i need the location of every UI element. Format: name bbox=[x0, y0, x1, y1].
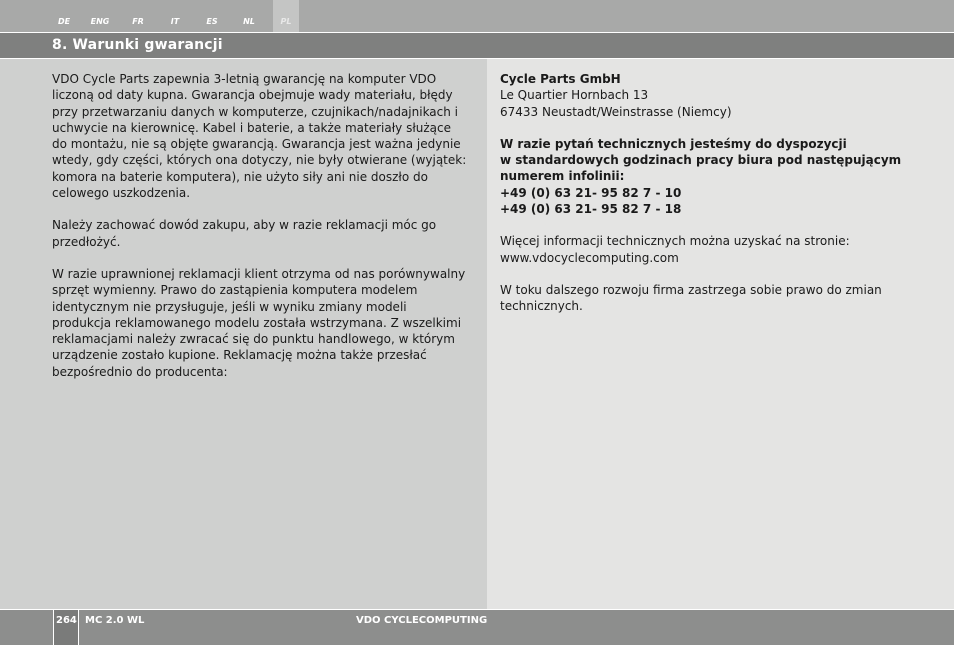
address-city: 67433 Neustadt/Weinstrasse (Niemcy) bbox=[500, 104, 732, 119]
warranty-paragraph-2: Należy zachować dowód zakupu, aby w razie reklamacji móc go przedłożyć. bbox=[52, 218, 437, 249]
warranty-paragraph-3: W razie uprawnionej reklamacji klient otrzyma od nas porównywalny sprzęt wymienny. Prawo do zastąpienia komputera modelem identycznym nie przysługuje, jeśli w wyniku zmiany modeli produkcja reklamowanego modelu została wstrzymana. Z wszelkimi reklamacjami należy zwracać się do punktu handlowego, w którym urządzenie zostało kupione. Reklamację można także przesłać bezpośrednio do producenta: bbox=[52, 266, 466, 379]
hotline-text-1: W razie pytań technicznych jesteśmy do dyspozycji bbox=[500, 136, 847, 151]
lang-tab-it[interactable]: IT bbox=[170, 17, 180, 26]
language-bar bbox=[0, 0, 954, 32]
address-block bbox=[500, 71, 920, 120]
lang-tab-eng[interactable]: ENG bbox=[90, 17, 110, 26]
disclaimer-text: W toku dalszego rozwoju firma zastrzega sobie prawo do zmian technicznych. bbox=[500, 282, 882, 314]
hotline-block bbox=[500, 136, 920, 217]
hotline-text-2: w standardowych godzinach pracy biura pod następującym bbox=[500, 153, 902, 168]
lang-tab-de[interactable]: DE bbox=[57, 17, 71, 26]
phone-number-2: +49 (0) 63 21- 95 82 7 - 18 bbox=[500, 202, 682, 217]
warranty-text bbox=[52, 71, 467, 380]
info-block bbox=[500, 233, 920, 266]
company-name: Cycle Parts GmbH bbox=[500, 72, 621, 86]
lang-tab-nl[interactable]: NL bbox=[243, 17, 255, 26]
footer-model: MC 2.0 WL bbox=[85, 615, 145, 626]
lang-tab-pl[interactable]: PL bbox=[273, 0, 299, 32]
lang-tab-es[interactable]: ES bbox=[206, 17, 218, 26]
contact-text bbox=[500, 71, 920, 315]
website-link[interactable]: www.vdocyclecomputing.com bbox=[500, 250, 679, 265]
page-footer bbox=[0, 609, 954, 645]
page-number: 264 bbox=[56, 615, 77, 626]
phone-number-1: +49 (0) 63 21- 95 82 7 - 10 bbox=[500, 185, 682, 200]
warranty-paragraph-1: VDO Cycle Parts zapewnia 3-letnią gwarancję na komputer VDO liczoną od daty kupna. Gwarancja obejmuje wady materiału, błędy przy przetwarzaniu danych w komputerze, czujnikach/nadajnikach i uchwycie na kierownicę. Kabel i baterie, a także materiały służące do montażu, nie są objęte gwarancją. Gwarancja jest ważna jedynie wtedy, gdy części, których ona dotyczy, nie były otwierane (wyjątek: komora na baterie komputera), nie użyto siły ani nie doszło do celowego uszkodzenia. bbox=[52, 72, 467, 201]
address-street: Le Quartier Hornbach 13 bbox=[500, 88, 649, 103]
section-header bbox=[0, 32, 954, 59]
lang-tab-fr[interactable]: FR bbox=[132, 17, 144, 26]
footer-brand: VDO CYCLECOMPUTING bbox=[356, 615, 488, 626]
section-title: 8. Warunki gwarancji bbox=[52, 37, 223, 53]
hotline-text-3: numerem infolinii: bbox=[500, 169, 625, 184]
info-text: Więcej informacji technicznych można uzyskać na stronie: bbox=[500, 234, 850, 249]
